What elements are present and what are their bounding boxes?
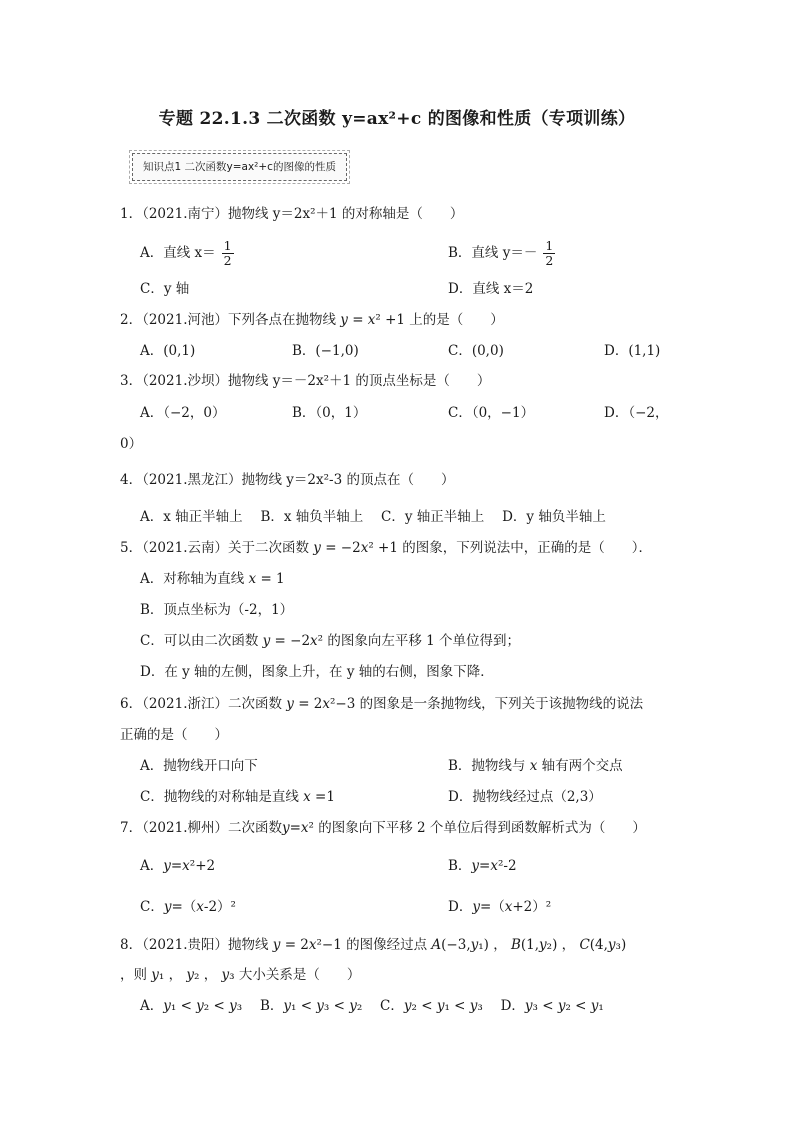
question-5-stem: 5．（2021.云南）关于二次函数 𝑦 = −2𝑥² +1 的图象，下列说法中，正确的是（ ）．	[120, 540, 652, 556]
question-5-option-a[interactable]: A．对称轴为直线 𝑥 = 1	[140, 571, 285, 587]
knowledge-point-box	[132, 153, 347, 181]
question-7-stem: 7．（2021.柳州）二次函数𝑦=𝑥² 的图象向下平移 2 个单位后得到函数解析式为（ ）	[120, 820, 646, 836]
question-2-option-d[interactable]: D．(1,1)	[604, 343, 661, 359]
question-1-option-b[interactable]	[448, 239, 555, 268]
question-3-option-d-continued: 0）	[120, 436, 143, 452]
question-5-option-d[interactable]: D．在 y 轴的左侧，图象上升，在 y 轴的右侧，图象下降．	[140, 664, 494, 680]
question-7-option-a[interactable]: A．𝑦=𝑥²+2	[140, 858, 216, 874]
question-6-stem-continued: 正确的是（ ）	[120, 727, 228, 743]
question-2-option-c[interactable]: C．(0,0)	[448, 343, 504, 359]
question-3-option-a[interactable]: A．（−2，0）	[140, 405, 226, 421]
question-1-option-d[interactable]: D．直线 x＝2	[448, 281, 534, 297]
question-2-stem: 2．（2021.河池）下列各点在抛物线 𝑦 = 𝑥² +1 上的是（ ）	[120, 312, 504, 328]
question-7-option-c[interactable]: C．𝑦=（𝑥-2）²	[140, 899, 236, 915]
question-3-option-c[interactable]: C．（0，−1）	[448, 405, 535, 421]
question-6-option-b[interactable]: B．抛物线与 𝑥 轴有两个交点	[448, 758, 623, 774]
question-4-options[interactable]: A．x 轴正半轴上 B．x 轴负半轴上 C．y 轴正半轴上 D．y 轴负半轴上	[140, 509, 606, 525]
question-8-options[interactable]: A．𝑦₁ < 𝑦₂ < 𝑦₃ B．𝑦₁ < 𝑦₃ < 𝑦₂ C．𝑦₂ < 𝑦₁ < 𝑦₃ D．𝑦₃ < 𝑦₂ < 𝑦₁	[140, 998, 604, 1014]
question-7-option-b[interactable]: B．𝑦=𝑥²-2	[448, 858, 517, 874]
fraction-denominator: 2	[223, 253, 232, 268]
question-1-option-c[interactable]: C．y 轴	[140, 281, 190, 297]
option-text: B．直线 y＝－	[448, 245, 538, 261]
knowledge-point-label: 知识点1 二次函数y=ax²+c的图像的性质	[143, 161, 336, 173]
fraction	[222, 239, 234, 268]
question-6-option-a[interactable]: A．抛物线开口向下	[140, 758, 258, 774]
question-3-option-b[interactable]: B．（0，1）	[292, 405, 367, 421]
question-2-option-a[interactable]: A．(0,1)	[140, 343, 196, 359]
fraction-denominator: 2	[545, 253, 554, 268]
question-3-stem: 3．（2021.沙坝）抛物线 y＝－2x²＋1 的顶点坐标是（ ）	[120, 373, 491, 389]
question-8-stem: 8．（2021.贵阳）抛物线 𝑦 = 2𝑥²−1 的图像经过点 𝐴(−3,𝑦₁) ， 𝐵(1,𝑦₂) ， 𝐶(4,𝑦₃)	[120, 937, 627, 953]
question-5-option-b[interactable]: B．顶点坐标为（-2，1）	[140, 602, 294, 618]
question-8-stem-continued: ，则 𝑦₁ ， 𝑦₂ ， 𝑦₃ 大小关系是（ ）	[120, 967, 361, 983]
question-7-option-d[interactable]: D．𝑦=（𝑥+2）²	[448, 899, 552, 915]
question-1-stem: 1．（2021.南宁）抛物线 y＝2x²＋1 的对称轴是（ ）	[120, 206, 464, 222]
fraction-numerator: 1	[545, 238, 554, 253]
question-6-option-d[interactable]: D．抛物线经过点（2,3）	[448, 789, 602, 805]
question-2-option-b[interactable]: B．(−1,0)	[292, 343, 359, 359]
question-1-option-a[interactable]	[140, 239, 234, 268]
question-5-option-c[interactable]: C．可以由二次函数 𝑦 = −2𝑥² 的图象向左平移 1 个单位得到；	[140, 633, 521, 649]
question-6-option-c[interactable]: C．抛物线的对称轴是直线 𝑥 =1	[140, 789, 335, 805]
fraction-numerator: 1	[223, 238, 232, 253]
fraction	[543, 239, 555, 268]
question-6-stem: 6．（2021.浙江）二次函数 𝑦 = 2𝑥²−3 的图象是一条抛物线，下列关于该抛物线的说法	[120, 696, 644, 712]
page-title: 专题 22.1.3 二次函数 y=ax²+c 的图像和性质（专项训练）	[158, 109, 636, 129]
question-3-option-d[interactable]: D．（−2，	[604, 405, 669, 421]
option-text: A．直线 x＝	[140, 245, 216, 261]
question-4-stem: 4．（2021.黑龙江）抛物线 y＝2x²-3 的顶点在（ ）	[120, 472, 455, 488]
